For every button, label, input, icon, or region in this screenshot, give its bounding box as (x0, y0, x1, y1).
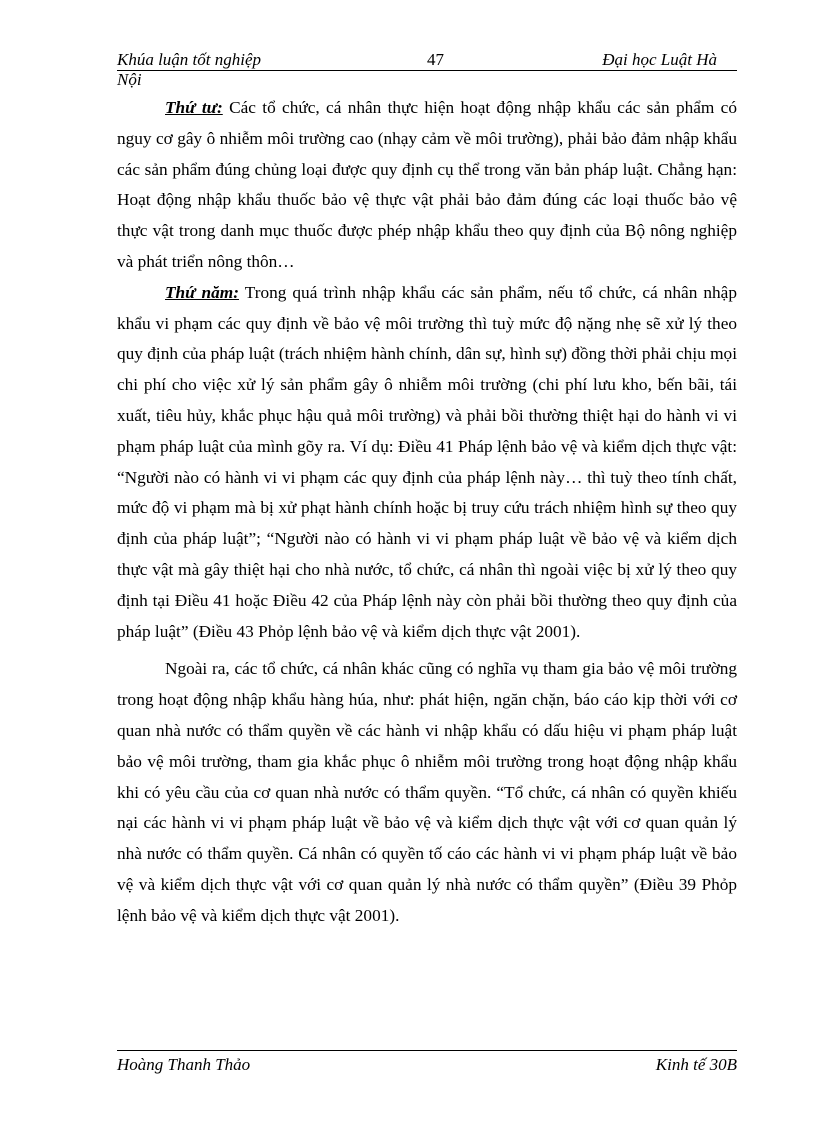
header-title-right: Đại học Luật Hà (602, 50, 717, 69)
paragraph-text: Ngoài ra, các tổ chức, cá nhân khác cũng có nghĩa vụ tham gia bảo vệ môi trường trong hoạt động nhập khẩu hàng húa, như: phát hiện, ngăn chặn, báo cáo kịp thời với cơ quan nhà nước có thẩm quyền về các hành vi nhập khẩu có dấu hiệu vi phạm pháp luật bảo vệ môi trường, tham gia khắc phục ô nhiễm môi trường trong hoạt động nhập khẩu khi có yêu cầu của cơ quan nhà nước có thẩm quyền. “Tổ chức, cá nhân có quyền khiếu nại các hành vi vi phạm pháp luật về bảo vệ và kiểm dịch thực vật với cơ quan quản lý nhà nước có thẩm quyền. Cá nhân có quyền tố cáo các hành vi vi phạm pháp luật về bảo vệ và kiểm dịch thực vật với cơ quan quản lý nhà nước có thẩm quyền” (Điều 39 Phỏp lệnh bảo vệ và kiểm dịch thực vật 2001). (117, 659, 737, 925)
paragraph-thu-nam (117, 278, 737, 648)
document-body (117, 93, 737, 932)
footer-class: Kinh tế 30B (655, 1055, 737, 1074)
header-rule (117, 50, 737, 71)
header-title-right-continued: Nội (117, 70, 142, 89)
page-footer (117, 1050, 737, 1074)
paragraph-label: Thứ tư: (165, 98, 223, 117)
page-header (117, 48, 737, 88)
paragraph-label: Thứ năm: (165, 282, 240, 302)
paragraph-text: Các tổ chức, cá nhân thực hiện hoạt động nhập khẩu các sản phẩm có nguy cơ gây ô nhiễm môi trường cao (nhạy cảm về môi trường), phải bảo đảm nhập khẩu các sản phẩm đúng chủng loại được quy định cụ thể trong văn bản pháp luật. Chẳng hạn: Hoạt động nhập khẩu thuốc bảo vệ thực vật phải bảo đảm đúng các loại thuốc bảo vệ thực vật trong danh mục thuốc được phép nhập khẩu theo quy định của Bộ nông nghiệp và phát triển nông thôn… (117, 98, 737, 271)
footer-author: Hoàng Thanh Thảo (117, 1055, 251, 1074)
page-number: 47 (427, 50, 444, 69)
paragraph-text: Trong quá trình nhập khẩu các sản phẩm, nếu tổ chức, cá nhân nhập khẩu vi phạm các quy định về bảo vệ môi trường thì tuỳ mức độ nặng nhẹ sẽ xử lý theo quy định của pháp luật (trách nhiệm hành chính, dân sự, hình sự) đồng thời phải chịu mọi chi phí cho việc xử lý sản phẩm gây ô nhiễm môi trường (chi phí lưu kho, bến bãi, tái xuất, tiêu hủy, khắc phục hậu quả môi trường) và phải bồi thường thiệt hại do hành vi vi phạm pháp luật của mình gõy ra. Ví dụ: Điều 41 Pháp lệnh bảo vệ và kiểm dịch thực vật: “Người nào có hành vi vi phạm các quy định của pháp lệnh này… thì tuỳ theo tính chất, mức độ vi phạm mà bị xử phạt hành chính hoặc bị truy cứu trách nhiệm hình sự theo quy định của pháp luật”; “Người nào có hành vi vi phạm pháp luật về bảo vệ và kiểm dịch thực vật mà gây thiệt hại cho nhà nước, tổ chức, cá nhân thì ngoài việc bị xử lý theo quy định tại Điều 41 hoặc Điều 42 của Pháp lệnh này còn phải bồi thường theo quy định của pháp luật” (Điều 43 Phỏp lệnh bảo vệ và kiểm dịch thực vật 2001). (117, 282, 737, 641)
paragraph-thu-tu (117, 93, 737, 278)
header-title-left: Khúa luận tốt nghiệp (117, 50, 262, 69)
paragraph-ngoai-ra (117, 654, 737, 931)
